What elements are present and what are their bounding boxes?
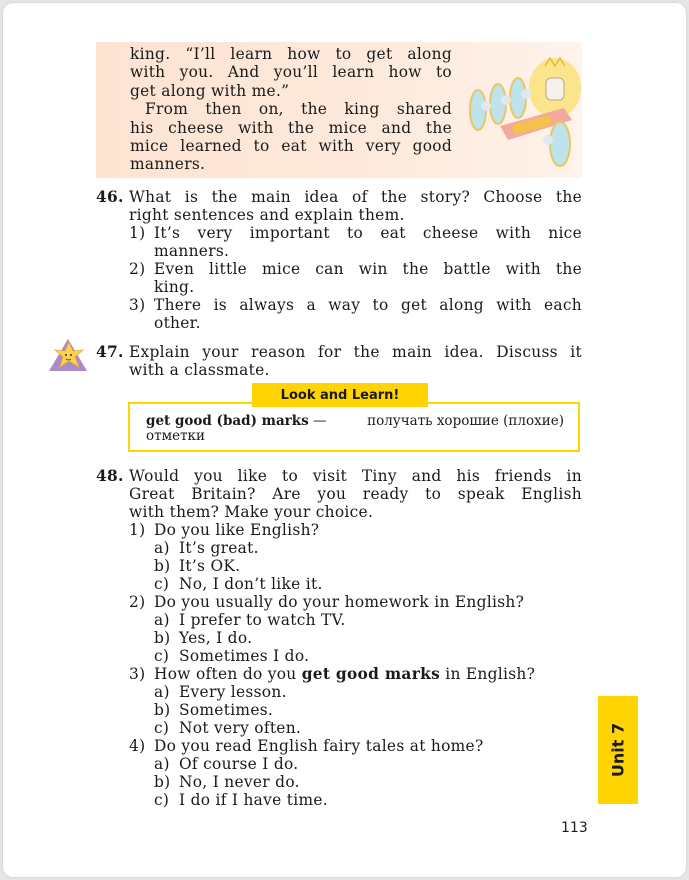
exercise-number: 48. xyxy=(96,467,124,485)
exercise-prompt: right sentences and explain them. xyxy=(129,206,405,224)
answer: a) Every lesson. xyxy=(154,683,287,701)
answer: b) Yes, I do. xyxy=(154,629,253,647)
answer: b) Sometimes. xyxy=(154,701,274,719)
look-and-learn-title: Look and Learn! xyxy=(252,383,428,407)
answer: a) It’s great. xyxy=(154,539,259,557)
story-line: king. “I’ll learn how to get along xyxy=(130,45,452,63)
star-pair-work-icon xyxy=(48,338,88,372)
story-line: with you. And you’ll learn how to xyxy=(130,63,452,82)
exercise-prompt: Would you like to visit Tiny and his friends in xyxy=(129,467,582,485)
question-4: 4) Do you read English fairy tales at home? xyxy=(129,737,484,755)
exercise-47 xyxy=(96,343,582,379)
answer: b) It’s OK. xyxy=(154,557,241,575)
mice-at-royal-table-illustration xyxy=(460,48,582,170)
vocab-highlight: get good marks xyxy=(301,665,441,683)
answer: c) Sometimes I do. xyxy=(154,647,310,665)
exercise-prompt: with a classmate. xyxy=(129,361,270,379)
question-2: 2) Do you usually do your homework in English? xyxy=(129,593,525,611)
answer: c) Not very often. xyxy=(154,719,302,737)
story-line: his cheese with the mice and the xyxy=(130,118,452,137)
exercise-prompt: with them? Make your choice. xyxy=(129,503,374,521)
exercise-number: 47. xyxy=(96,343,124,361)
vocab-translation: получать хорошие (плохие) xyxy=(367,413,564,429)
exercise-number: 46. xyxy=(96,188,124,206)
answer: c) I do if I have time. xyxy=(154,791,328,809)
answer: a) I prefer to watch TV. xyxy=(154,611,346,629)
story-text xyxy=(130,45,452,174)
question-3: 3) How often do you get good marks in English? xyxy=(129,665,536,683)
unit-tab: Unit 7 xyxy=(598,696,638,804)
look-and-learn-box: get good (bad) marks — получать хорошие (плохие) отметки xyxy=(128,402,580,452)
exercise-prompt: Explain your reason for the main idea. Discuss it xyxy=(129,343,582,361)
exercise-prompt: What is the main idea of the story? Choose the xyxy=(129,188,582,206)
exercise-46 xyxy=(96,188,582,332)
story-line: get along with me.” xyxy=(130,81,290,100)
answer: c) No, I don’t like it. xyxy=(154,575,323,593)
story-line: mice learned to eat with very good xyxy=(130,137,452,156)
option-3: 3) There is always a way to get along with each other. xyxy=(129,296,582,332)
question-1: 1) Do you like English? xyxy=(129,521,320,539)
vocab-translation-cont: отметки xyxy=(146,428,205,444)
story-line: From then on, the king shared xyxy=(145,100,452,119)
option-1: 1) It’s very important to eat cheese with nice manners. xyxy=(129,224,582,260)
option-2: 2) Even little mice can win the battle with the king. xyxy=(129,260,582,296)
exercise-prompt: Great Britain? Are you ready to speak English xyxy=(129,485,582,503)
exercise-48 xyxy=(96,467,582,809)
answer: b) No, I never do. xyxy=(154,773,300,791)
vocab-phrase: get good (bad) marks xyxy=(146,413,309,429)
page-number: 113 xyxy=(561,820,588,836)
answer: a) Of course I do. xyxy=(154,755,299,773)
story-line: manners. xyxy=(130,155,206,174)
